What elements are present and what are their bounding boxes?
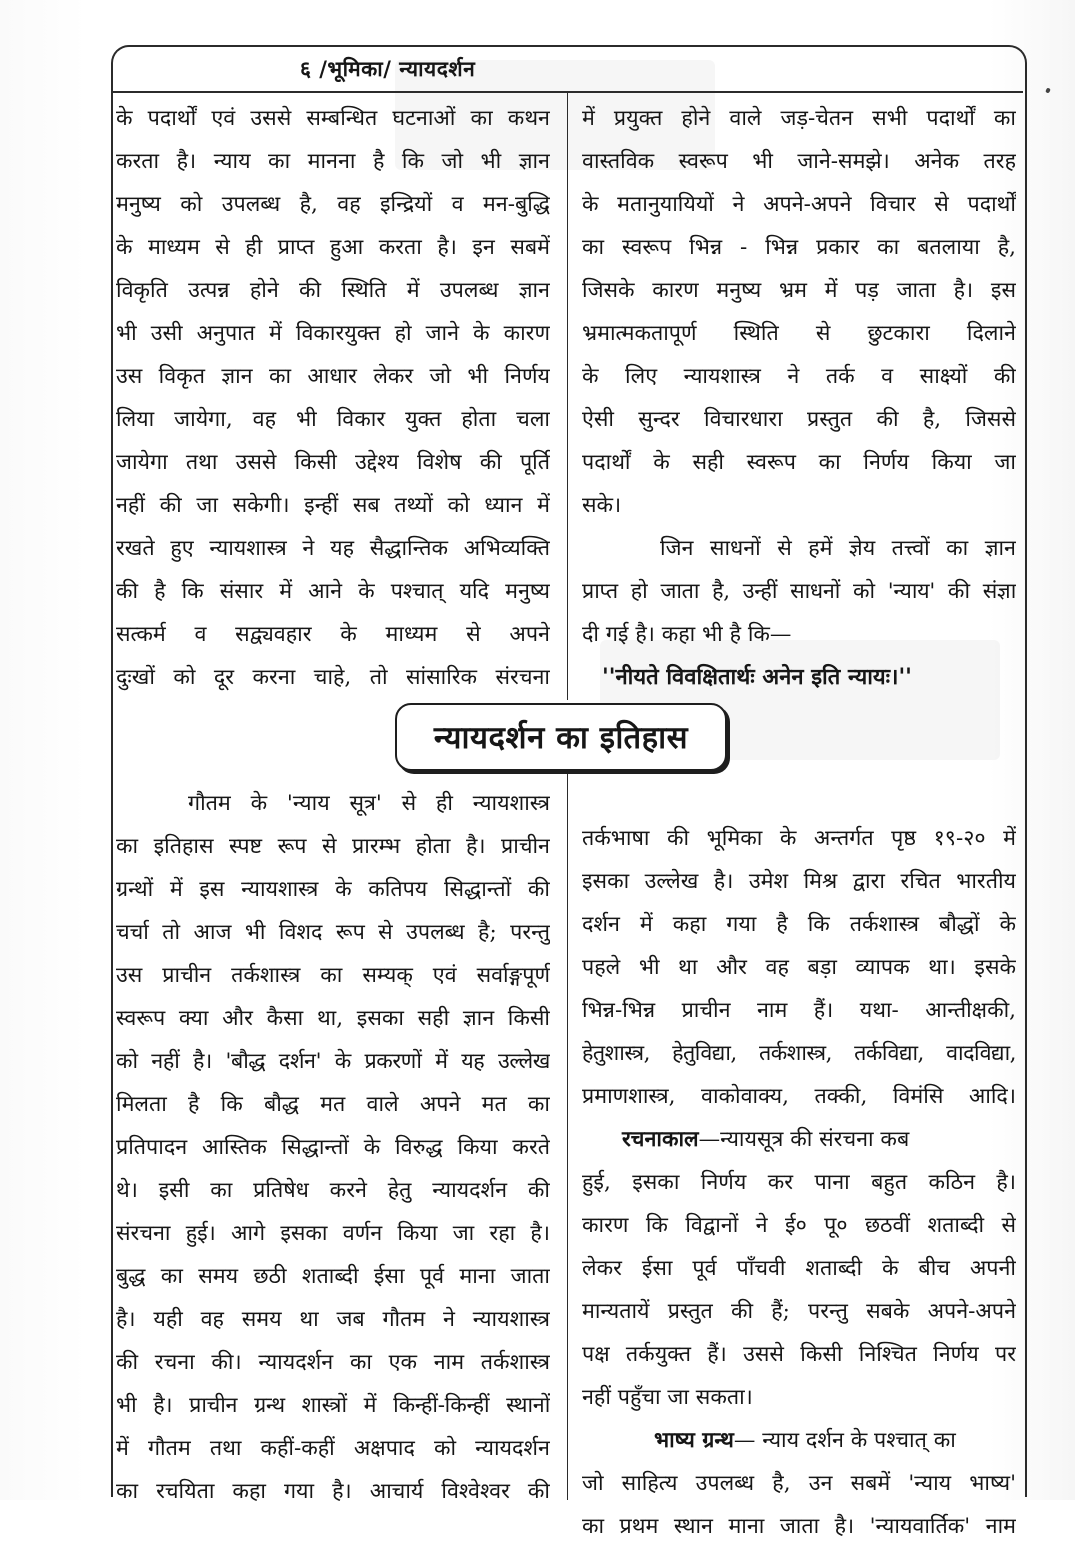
text-line: की रचना की। न्यायदर्शन का एक नाम तर्कशास्त्र [116,1350,550,1375]
text-line: लेकर ईसा पूर्व पाँचवी शताब्दी के बीच अपनी [582,1256,1016,1281]
text-line: की है कि संसार में आने के पश्चात् यदि मनुष्य [116,579,550,604]
text-line: करता है। न्याय का मानना है कि जो भी ज्ञान [116,149,550,174]
text-line: में प्रयुक्त होने वाले जड़-चेतन सभी पदार्थों का [582,106,1016,131]
text-line: बुद्ध का समय छठी शताब्दी ईसा पूर्व माना जाता [116,1264,550,1289]
text-line: पहले भी था और वह बड़ा व्यापक था। इसके [582,955,1016,980]
text-line: सत्कर्म व सद्व्यवहार के माध्यम से अपने [116,622,550,647]
text-line: भिन्न-भिन्न प्राचीन नाम हैं। यथा- आन्तीक्षकी, [582,998,1016,1023]
text-line: कारण कि विद्वानों ने ई० पू० छठवीं शताब्दी से [582,1213,1016,1238]
text-line: हुई, इसका निर्णय कर पाना बहुत कठिन है। [582,1170,1016,1195]
text-line: जिसके कारण मनुष्य भ्रम में पड़ जाता है। इस [582,278,1016,303]
bhashya-paragraph-start [582,1419,1016,1462]
text-line: पदार्थों के सही स्वरूप का निर्णय किया जा [582,450,1016,475]
column-divider-top [567,92,568,700]
text-line: जायेगा तथा उससे किसी उद्देश्य विशेष की पूर्ति [116,450,550,475]
bhashya-label: भाष्य ग्रन्थ [654,1428,734,1453]
text-line: दुःखों को दूर करना चाहे, तो सांसारिक संरचना [116,665,550,690]
text-line: को नहीं है। 'बौद्ध दर्शन' के प्रकरणों में यह उल्लेख [116,1049,550,1074]
text-line: प्राप्त हो जाता है, उन्हीं साधनों को 'न्याय' की संज्ञा [582,579,1016,604]
text-line: प्रमाणशास्त्र, वाकोवाक्य, तक्की, विमंसि आदि। [582,1084,1016,1109]
text-line: भी उसी अनुपात में विकारयुक्त हो जाने के कारण [116,321,550,346]
text-line: थे। इसी का प्रतिषेध करने हेतु न्यायदर्शन की [116,1178,550,1203]
text-line: का रचयिता कहा गया है। आचार्य विश्वेश्वर की [116,1479,550,1504]
bottom-left-column [116,782,550,1513]
text-line: हेतुशास्त्र, हेतुविद्या, तर्कशास्त्र, तर्कविद्या, वादविद्या, [582,1041,1016,1066]
text-line: दर्शन में कहा गया है कि तर्कशास्त्र बौद्धों के [582,912,1016,937]
text-line: मनुष्य को उपलब्ध है, वह इन्द्रियों व मन-बुद्धि [116,192,550,217]
ink-speck [1045,87,1051,93]
text-line: रखते हुए न्यायशास्त्र ने यह सैद्धान्तिक अभिव्यक्ति [116,536,550,561]
section-heading-box [395,703,727,771]
text-line: है। यही वह समय था जब गौतम ने न्यायशास्त्र [116,1307,550,1332]
top-left-column [116,97,550,699]
text-line: ग्रन्थों में इस न्यायशास्त्र के कतिपय सिद्धान्तों की [116,877,550,902]
text-line: प्रतिपादन आस्तिक सिद्धान्तों के विरुद्ध किया करते [116,1135,550,1160]
text-line: वास्तविक स्वरूप भी जाने-समझे। अनेक तरह [582,149,1016,174]
column-divider-bottom [567,772,568,1500]
text-line: भ्रमात्मकतापूर्ण स्थिति से छुटकारा दिलाने [582,321,1016,346]
text-line: दी गई है। कहा भी है कि— [582,622,792,647]
text-line: भी है। प्राचीन ग्रन्थ शास्त्रों में किन्हीं-किन्हीं स्थानों [116,1393,550,1418]
text-line: उस प्राचीन तर्कशास्त्र का सम्यक् एवं सर्वाङ्गपूर्ण [116,963,550,988]
text-line: के पदार्थों एवं उससे सम्बन्धित घटनाओं का कथन [116,106,550,131]
text-line: नहीं की जा सकेगी। इन्हीं सब तथ्यों को ध्यान में [116,493,550,518]
rachnakal-paragraph-start [582,1118,1016,1161]
text-line: विकृति उत्पन्न होने की स्थिति में उपलब्ध ज्ञान [116,278,550,303]
text-line: स्वरूप क्या और कैसा था, इसका सही ज्ञान किसी [116,1006,550,1031]
text-line: जो साहित्य उपलब्ध है, उन सबमें 'न्याय भाष्य' [582,1471,1016,1496]
text-line: पक्ष तर्कयुक्त हैं। उससे किसी निश्चित निर्णय पर [582,1342,1016,1367]
bottom-right-column [582,817,1016,1548]
text-line: के लिए न्यायशास्त्र ने तर्क व साक्ष्यों की [582,364,1016,389]
text-line: मान्यतायें प्रस्तुत की हैं; परन्तु सबके अपने-अपने [582,1299,1016,1324]
text-line: का प्रथम स्थान माना जाता है। 'न्यायवार्तिक' नाम [582,1514,1016,1539]
text-line: सके। [582,493,622,518]
text-line: का इतिहास स्पष्ट रूप से प्रारम्भ होता है। प्राचीन [116,834,550,859]
text-line: लिया जायेगा, वह भी विकार युक्त होता चला [116,407,550,432]
text-line: संरचना हुई। आगे इसका वर्णन किया जा रहा है। [116,1221,550,1246]
text-line: के माध्यम से ही प्राप्त हुआ करता है। इन सबमें [116,235,550,260]
text-line: उस विकृत ज्ञान का आधार लेकर जो भी निर्णय [116,364,550,389]
text-line: के मतानुयायियों ने अपने-अपने विचार से पदार्थों [582,192,1016,217]
sanskrit-quote: ''नीयते विवक्षितार्थः अनेन इति न्यायः।'' [602,664,912,690]
text-run: — न्याय दर्शन के पश्चात् का [733,1428,956,1453]
text-line: मिलता है कि बौद्ध मत वाले अपने मत का [116,1092,550,1117]
text-line: ऐसी सुन्दर विचारधारा प्रस्तुत की है, जिससे [582,407,1016,432]
text-line: नहीं पहुँचा जा सकता। [582,1385,753,1410]
running-header: ६ /भूमिका/ न्यायदर्शन [300,56,476,81]
text-line: चर्चा तो आज भी विशद रूप से उपलब्ध है; परन्तु [116,920,550,945]
section-title: न्यायदर्शन का इतिहास [433,720,689,756]
text-line: तर्कभाषा की भूमिका के अन्तर्गत पृष्ठ १९-२० में [582,826,1016,851]
text-line: इसका उल्लेख है। उमेश मिश्र द्वारा रचित भारतीय [582,869,1016,894]
rachnakal-label: रचनाकाल [622,1127,699,1152]
top-right-column [582,97,1016,699]
text-run: —न्यायसूत्र की संरचना कब [698,1127,910,1152]
text-line: गौतम के 'न्याय सूत्र' से ही न्यायशास्त्र [188,791,550,816]
text-line: का स्वरूप भिन्न - भिन्न प्रकार का बतलाया है, [582,235,1016,260]
text-line: जिन साधनों से हमें ज्ञेय तत्त्वों का ज्ञान [660,536,1016,561]
text-line: में गौतम तथा कहीं-कहीं अक्षपाद को न्यायदर्शन [116,1436,550,1461]
